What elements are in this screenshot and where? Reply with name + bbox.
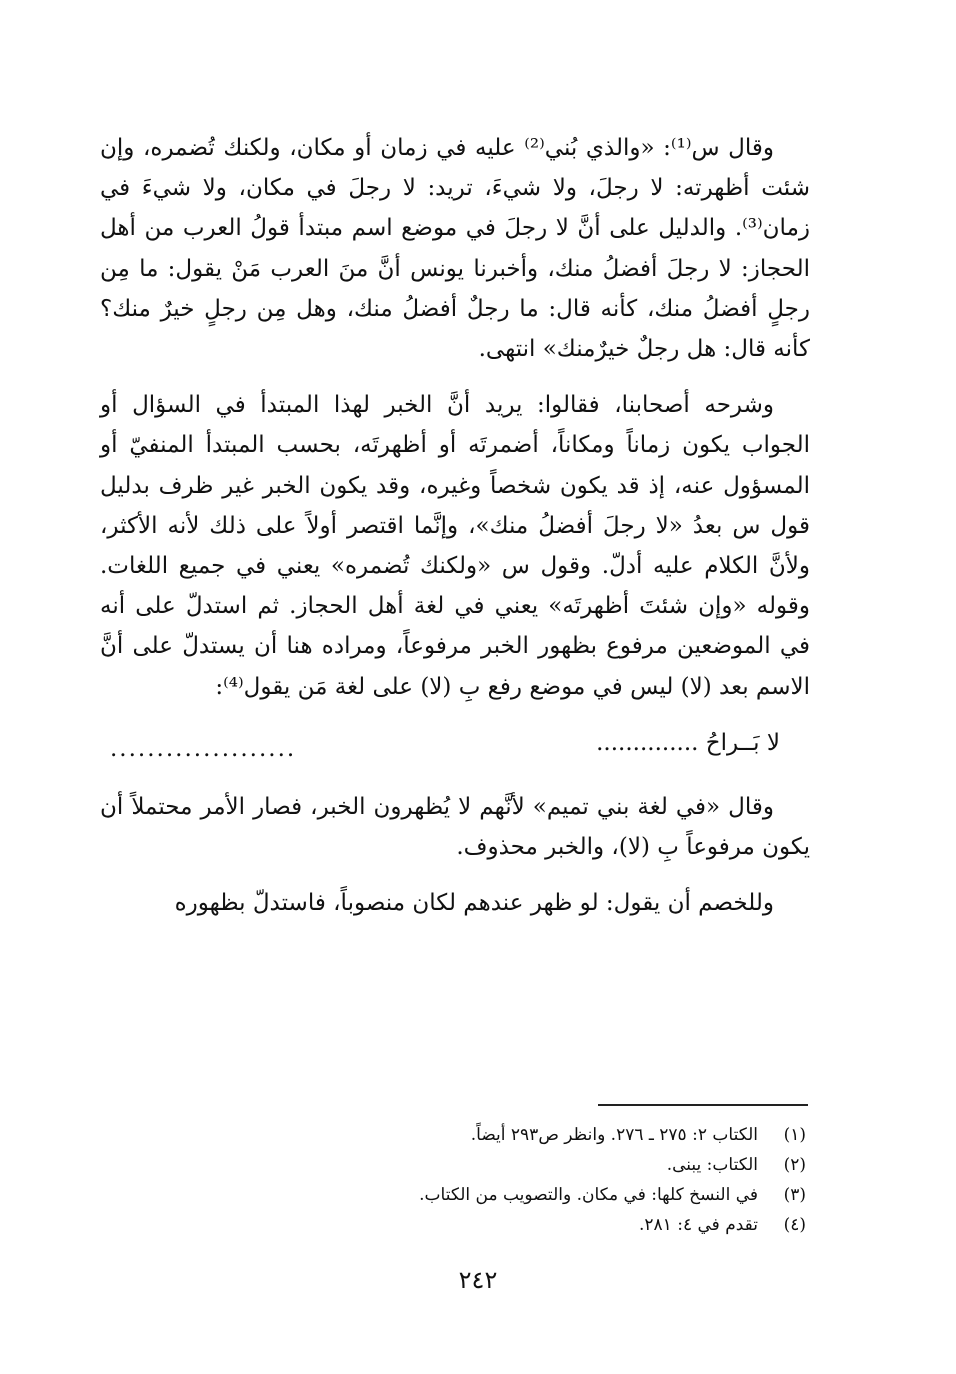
footnote-separator [598,1104,808,1106]
verse-left-hemistich: .................... [110,735,297,762]
footnote-4 [286,1210,806,1240]
paragraph-2: وشرحه أصحابنا، فقالوا: يريد أنَّ الخبر لهذا المبتدأ في السؤال أو الجواب يكون زماناً ومكاناً، أضمرتَه أو أظهرتَه، بحسب المبتدأ المنفيّ أو المسؤول عنه، إذ قد يكون شخصاً وغيره، وقد يكون الخبر غير ظرف بدليل قول س بعدُ «لا رجلَ أفضلُ منك»، وإنَّما اقتصر أولاً على ذلك لأنه الأكثر، ولأنَّ الكلام عليه أدلّ. وقول س «ولكنك تُضمره» يعني في جميع اللغات. وقوله «وإن شئتَ أظهرتَه» يعني في لغة أهل الحجاز. ثم استدلّ على أنه في الموضعين مرفوع بظهور الخبر مرفوعاً، ومراده هنا أن يستدلّ على أنَّ الاسم بعد (لا) ليس في موضع رفع بِ (لا) على لغة مَن يقول⁽⁴⁾: [100,392,810,700]
footnote-number: (١) [783,1125,806,1145]
footnote-number: (٣) [783,1185,806,1205]
verse-right-hemistich: لا بَــراحُ .............. [596,729,780,756]
footnote-text: في النسخ كلها: في مكان. والتصويب من الكتاب. [419,1185,758,1205]
footnote-3 [286,1180,806,1210]
page-number: ٢٤٢ [458,1266,498,1294]
footnotes [286,1120,806,1240]
paragraph-3: وقال «في لغة بني تميم» لأنَّهم لا يُظهرون الخبر، فصار الأمر محتملاً أن يكون مرفوعاً بِ (لا)، والخبر محذوف. [100,793,810,861]
verse-line [100,723,810,767]
footnote-2 [286,1150,806,1180]
paragraph-4: وللخصم أن يقول: لو ظهر عندهم لكان منصوباً، فاستدلّ بظهوره [174,890,774,917]
paragraph-1: وقال س⁽¹⁾: «والذي بُني⁽²⁾ عليه في زمان أو مكان، ولكنك تُضمره، وإن شئت أظهرته: لا رجلَ، ولا شيءَ، تريد: لا رجلَ في مكان، ولا شيءَ في زمان⁽³⁾. والدليل على أنَّ لا رجلَ في موضع اسم مبتدأ قولُ العرب من أهل الحجاز: لا رجلَ أفضلُ منك، وأخبرنا يونس أنَّ منَ العرب مَنْ يقول: ما مِن رجلٍ أفضلُ منك، كأنه قال: ما رجلٌ أفضلُ منك، وهل مِن رجلٍ خيرٌ منك؟ كأنه قال: هل رجلٌ خيرٌمنك» انتهى. [100,135,810,363]
footnote-1 [286,1120,806,1150]
footnote-text: الكتاب ٢: ٢٧٥ ـ ٢٧٦. وانظر ص٢٩٣ أيضاً. [470,1125,758,1145]
footnote-number: (٢) [783,1155,806,1175]
main-text [100,128,810,939]
footnote-number: (٤) [783,1215,806,1235]
footnote-text: تقدم في ٤: ٢٨١. [639,1215,758,1235]
footnote-text: الكتاب: يبنى. [666,1155,758,1175]
